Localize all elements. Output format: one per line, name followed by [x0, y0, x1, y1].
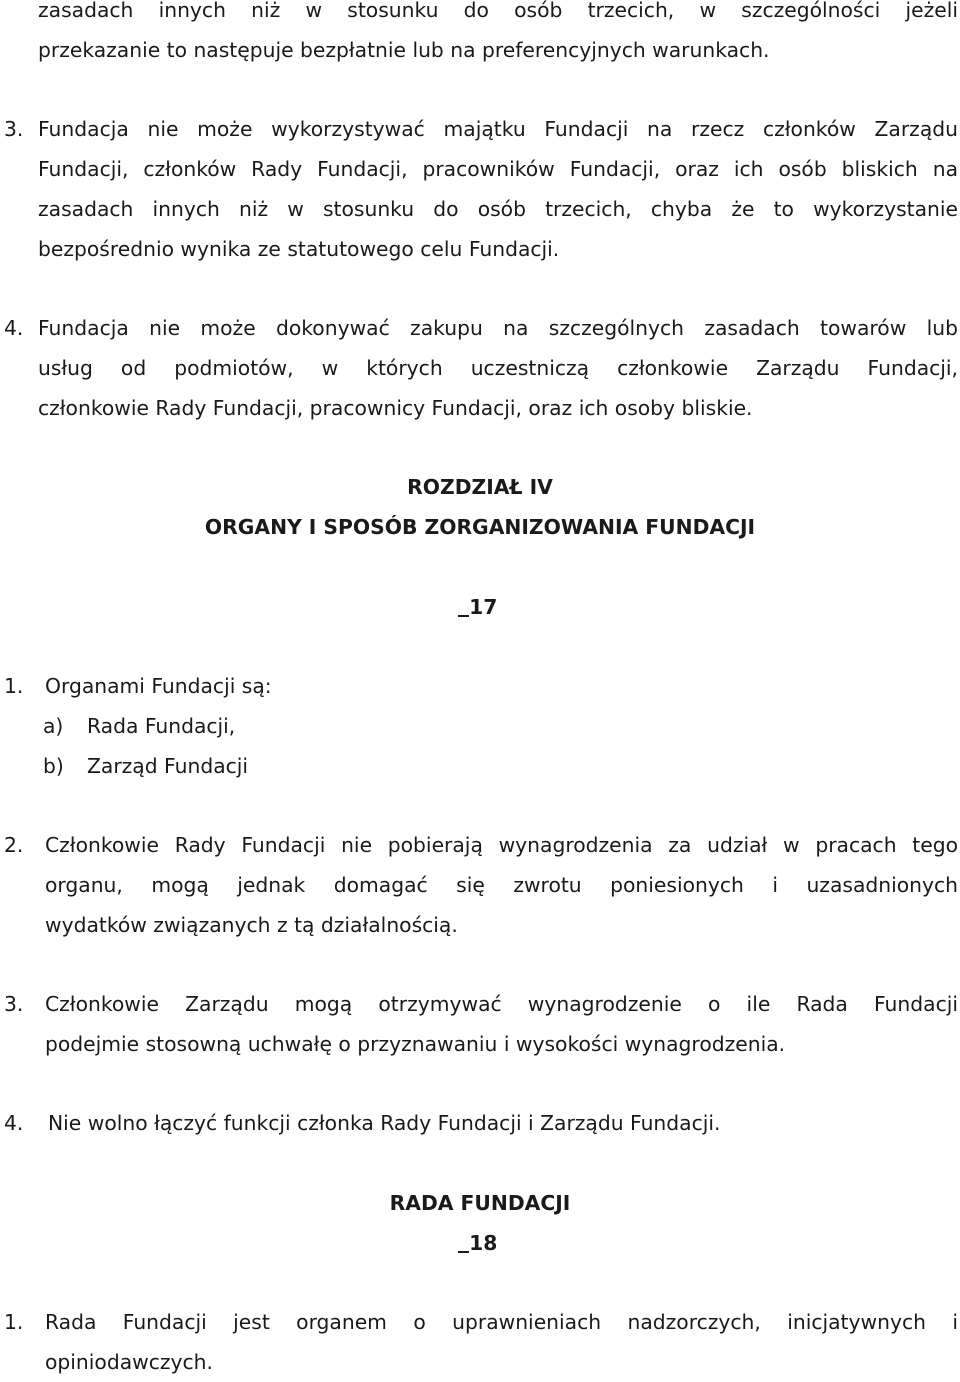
section-sign-icon: [458, 592, 469, 617]
item-line: Członkowie Rady Fundacji nie pobierają wynagrodzenia za udział w pracach tego: [45, 833, 958, 857]
subitem-text: Rada Fundacji,: [87, 714, 236, 738]
item-line: zasadach innych niż w stosunku do osób trzecich, chyba że to wykorzystanie: [38, 197, 958, 221]
item-line: Członkowie Zarządu mogą otrzymywać wynagrodzenie o ile Rada Fundacji: [45, 992, 958, 1016]
section-sign-icon: [458, 1228, 469, 1253]
item-number: 2.: [4, 833, 24, 857]
section-number-text: 17: [469, 595, 498, 619]
item-line: podejmie stosowną uchwałę o przyznawaniu i wysokości wynagrodzenia.: [45, 1032, 786, 1056]
section-number-text: 18: [469, 1231, 498, 1255]
section-heading: RADA FUNDACJI: [389, 1191, 571, 1215]
chapter-subtitle: ORGANY I SPOSÓB ZORGANIZOWANIA FUNDACJI: [204, 515, 756, 539]
item-number: 1.: [4, 674, 24, 698]
section-number: [458, 587, 497, 627]
paragraph-line: przekazanie to następuje bezpłatnie lub na preferencyjnych warunkach.: [38, 38, 770, 62]
item-number: 3.: [4, 992, 24, 1016]
item-number: 4.: [4, 316, 24, 340]
chapter-title: ROZDZIAŁ IV: [407, 475, 553, 499]
item-line: bezpośrednio wynika ze statutowego celu Fundacji.: [38, 237, 560, 261]
item-line: opiniodawczych.: [45, 1350, 213, 1374]
item-number: 3.: [4, 117, 24, 141]
section-number: [458, 1223, 497, 1263]
subitem-text: Zarząd Fundacji: [87, 754, 249, 778]
item-line: Nie wolno łączyć funkcji członka Rady Fundacji i Zarządu Fundacji.: [48, 1111, 721, 1135]
item-number: 1.: [4, 1310, 24, 1334]
item-line: Fundacja nie może wykorzystywać majątku Fundacji na rzecz członków Zarządu: [38, 117, 958, 141]
item-number: 4.: [4, 1111, 24, 1135]
subitem-label: b): [43, 754, 64, 778]
item-line: organu, mogą jednak domagać się zwrotu poniesionych i uzasadnionych: [45, 873, 958, 897]
item-line: wydatków związanych z tą działalnością.: [45, 913, 458, 937]
item-line: usług od podmiotów, w których uczestniczą członkowie Zarządu Fundacji,: [38, 356, 958, 380]
item-line: Fundacji, członków Rady Fundacji, pracowników Fundacji, oraz ich osób bliskich na: [38, 157, 958, 181]
item-line: Rada Fundacji jest organem o uprawnieniach nadzorczych, inicjatywnych i: [45, 1310, 958, 1334]
paragraph-line: zasadach innych niż w stosunku do osób trzecich, w szczególności jeżeli: [38, 0, 958, 22]
subitem-label: a): [43, 714, 64, 738]
item-line: Organami Fundacji są:: [45, 674, 272, 698]
item-line: członkowie Rady Fundacji, pracownicy Fundacji, oraz ich osoby bliskie.: [38, 396, 753, 420]
item-line: Fundacja nie może dokonywać zakupu na szczególnych zasadach towarów lub: [38, 316, 958, 340]
